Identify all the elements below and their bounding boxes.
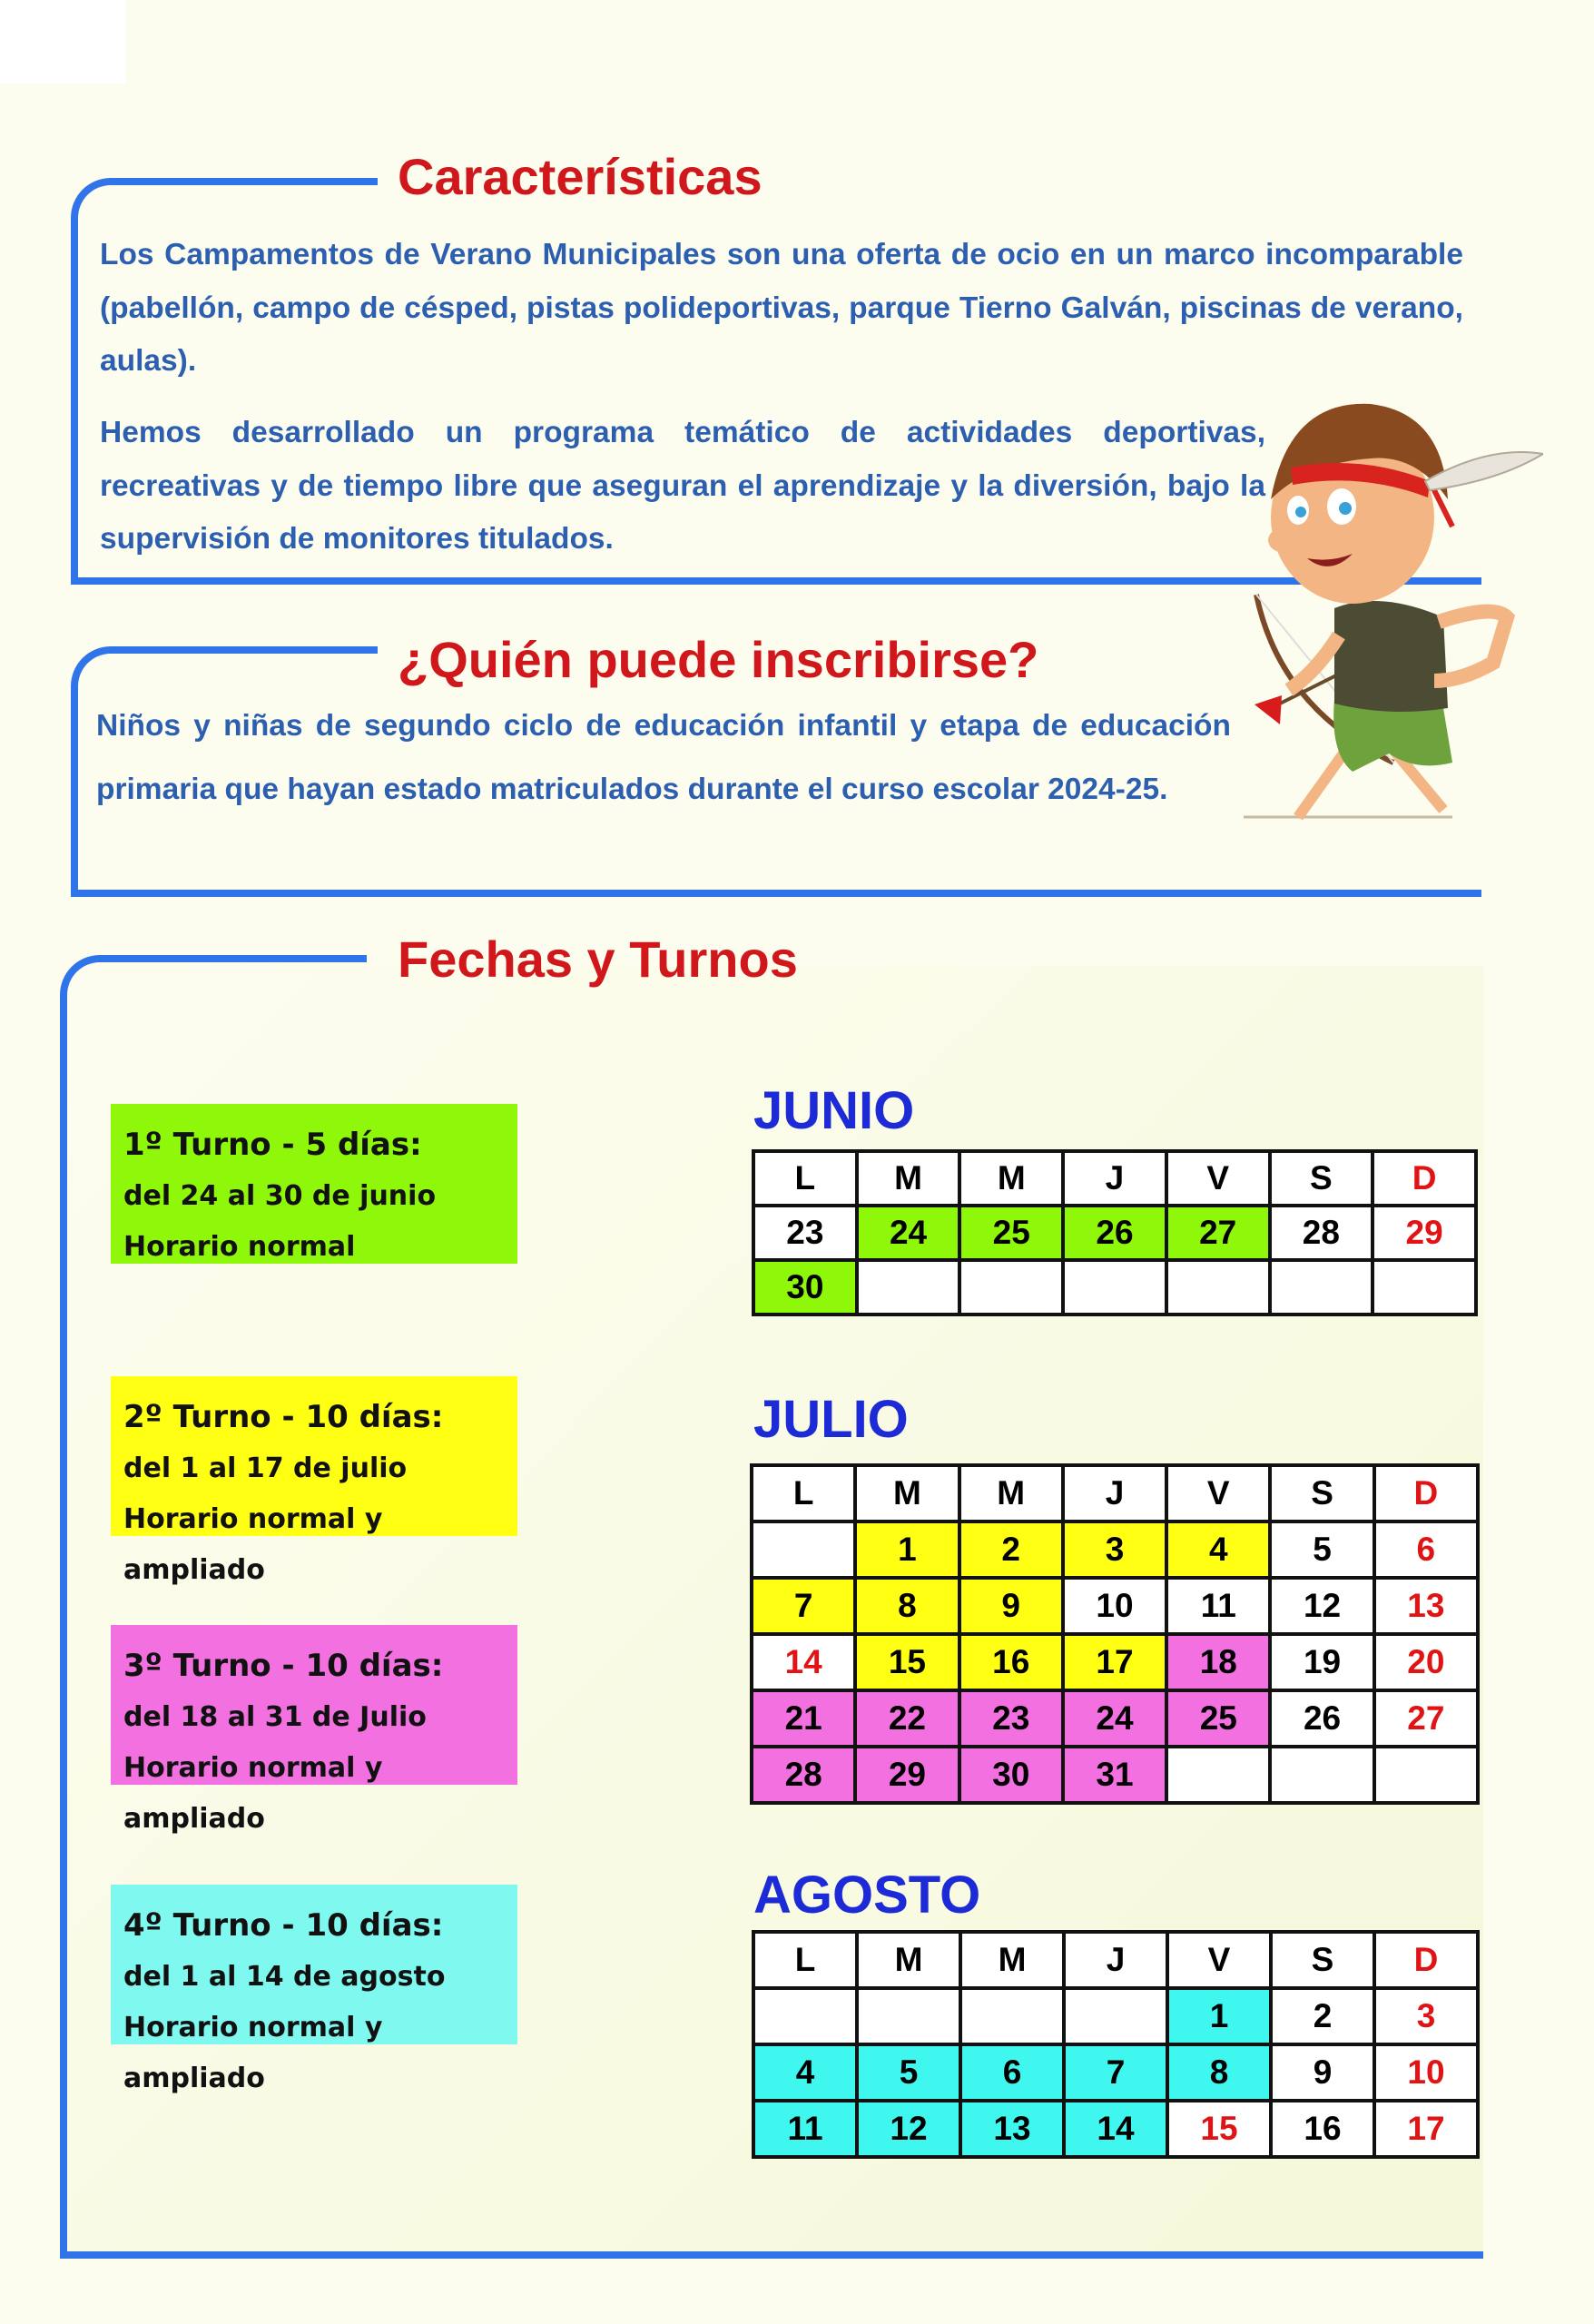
calendar-day-cell: 6 (1374, 1521, 1478, 1578)
calendar-agosto (752, 1930, 1480, 2159)
calendar-day-cell: 4 (753, 2044, 857, 2101)
turno-3-box (111, 1625, 517, 1835)
turno-1-box (111, 1104, 517, 1264)
calendar-day-cell: 25 (959, 1206, 1063, 1260)
calendar-empty-cell (1270, 1260, 1373, 1315)
calendar-day-cell: 27 (1374, 1690, 1478, 1747)
weekday-header-cell: V (1166, 1465, 1270, 1521)
calendar-day-cell: 17 (1063, 1634, 1166, 1690)
quien-title: ¿Quién puede inscribirse? (398, 631, 1039, 688)
calendar-day-cell: 16 (1271, 2101, 1374, 2157)
caracteristicas-paragraph-2: Hemos desarrollado un programa temático de actividades deportivas, recreativas y de tiempo libre que aseguran el aprendizaje y la diversión, bajo la supervisión de monitores titulados. (100, 416, 1265, 556)
calendar-day-cell: 12 (1270, 1578, 1373, 1634)
month-title-julio: JULIO (753, 1390, 909, 1449)
calendar-day-cell: 11 (753, 2101, 857, 2157)
turno-4-title: 4º Turno - 10 días: (123, 1907, 444, 1944)
calendar-week-row (752, 1634, 1478, 1690)
weekday-header-cell: D (1374, 1932, 1478, 1988)
calendar-day-cell: 7 (752, 1578, 855, 1634)
calendar-day-cell: 31 (1063, 1747, 1166, 1803)
weekday-header-cell: S (1271, 1932, 1374, 1988)
weekday-header-row (752, 1465, 1478, 1521)
calendar-day-cell: 26 (1270, 1690, 1373, 1747)
month-title-agosto: AGOSTO (753, 1866, 981, 1925)
calendar-day-cell: 6 (960, 2044, 1064, 2101)
calendar-day-cell: 19 (1270, 1634, 1373, 1690)
archer-boy-icon (1235, 390, 1543, 826)
calendar-empty-cell (752, 1521, 855, 1578)
calendar-day-cell: 23 (753, 1206, 857, 1260)
calendar-day-cell: 13 (960, 2101, 1064, 2157)
calendar-day-cell: 29 (1373, 1206, 1476, 1260)
turno-1-schedule: Horario normal (123, 1231, 356, 1263)
calendar-week-row (753, 2101, 1478, 2157)
calendar-day-cell: 8 (1167, 2044, 1271, 2101)
calendar-day-cell: 1 (1167, 1988, 1271, 2044)
calendar-week-row (753, 1260, 1476, 1315)
calendar-day-cell: 4 (1166, 1521, 1270, 1578)
calendar-day-cell: 27 (1166, 1206, 1270, 1260)
calendar-day-cell: 24 (857, 1206, 960, 1260)
calendar-empty-cell (1166, 1260, 1270, 1315)
calendar-empty-cell (1373, 1260, 1476, 1315)
calendar-julio (750, 1463, 1480, 1805)
calendar-day-cell: 13 (1374, 1578, 1478, 1634)
turno-3-dates: del 18 al 31 de Julio (123, 1701, 427, 1733)
turno-4-dates: del 1 al 14 de agosto (123, 1961, 446, 1993)
weekday-header-row (753, 1932, 1478, 1988)
calendar-day-cell: 17 (1374, 2101, 1478, 2157)
turno-2-schedule: Horario normal y ampliado (123, 1503, 383, 1586)
weekday-header-cell: M (960, 1932, 1064, 1988)
calendar-day-cell: 14 (1064, 2101, 1167, 2157)
calendar-empty-cell (1374, 1747, 1478, 1803)
calendar-day-cell: 10 (1063, 1578, 1166, 1634)
weekday-header-cell: M (959, 1465, 1063, 1521)
calendar-day-cell: 22 (855, 1690, 959, 1747)
calendar-day-cell: 9 (959, 1578, 1063, 1634)
weekday-header-cell: M (857, 1151, 960, 1206)
calendar-empty-cell (959, 1260, 1063, 1315)
weekday-header-cell: L (753, 1932, 857, 1988)
calendar-day-cell: 30 (959, 1747, 1063, 1803)
calendar-day-cell: 2 (1271, 1988, 1374, 2044)
calendar-day-cell: 5 (1270, 1521, 1373, 1578)
calendar-empty-cell (1166, 1747, 1270, 1803)
turno-3-schedule: Horario normal y ampliado (123, 1752, 383, 1835)
caracteristicas-title: Características (398, 148, 763, 205)
calendar-day-cell: 26 (1063, 1206, 1166, 1260)
calendar-day-cell: 15 (855, 1634, 959, 1690)
weekday-header-cell: M (857, 1932, 960, 1988)
calendar-day-cell: 21 (752, 1690, 855, 1747)
weekday-header-cell: J (1063, 1151, 1166, 1206)
weekday-header-cell: V (1167, 1932, 1271, 1988)
calendar-day-cell: 14 (752, 1634, 855, 1690)
weekday-header-cell: L (753, 1151, 857, 1206)
calendar-day-cell: 3 (1063, 1521, 1166, 1578)
calendar-week-row (752, 1747, 1478, 1803)
month-title-junio: JUNIO (753, 1081, 915, 1140)
calendar-day-cell: 9 (1271, 2044, 1374, 2101)
calendar-week-row (752, 1690, 1478, 1747)
weekday-header-cell: J (1063, 1465, 1166, 1521)
calendar-day-cell: 25 (1166, 1690, 1270, 1747)
weekday-header-cell: M (855, 1465, 959, 1521)
calendar-day-cell: 16 (959, 1634, 1063, 1690)
calendar-day-cell: 15 (1167, 2101, 1271, 2157)
calendar-empty-cell (857, 1988, 960, 2044)
calendar-empty-cell (1064, 1988, 1167, 2044)
calendar-junio (752, 1149, 1478, 1316)
quien-paragraph: Niños y niñas de segundo ciclo de educación infantil y etapa de educación primaria que hayan estado matriculados durante el curso escolar 2024-25. (96, 709, 1231, 806)
calendar-day-cell: 20 (1374, 1634, 1478, 1690)
weekday-header-cell: D (1373, 1151, 1476, 1206)
calendar-day-cell: 10 (1374, 2044, 1478, 2101)
calendar-day-cell: 18 (1166, 1634, 1270, 1690)
calendar-day-cell: 7 (1064, 2044, 1167, 2101)
calendar-empty-cell (1270, 1747, 1373, 1803)
calendar-week-row (753, 1988, 1478, 2044)
calendar-day-cell: 23 (959, 1690, 1063, 1747)
turno-1-title: 1º Turno - 5 días: (123, 1127, 422, 1163)
turno-2-box (111, 1376, 517, 1586)
calendar-week-row (753, 1206, 1476, 1260)
weekday-header-cell: S (1270, 1465, 1373, 1521)
calendar-day-cell: 3 (1374, 1988, 1478, 2044)
corner-blank (0, 0, 125, 84)
calendar-day-cell: 30 (753, 1260, 857, 1315)
turno-3-title: 3º Turno - 10 días: (123, 1648, 444, 1684)
calendar-day-cell: 24 (1063, 1690, 1166, 1747)
turno-4-box (111, 1885, 517, 2094)
weekday-header-cell: J (1064, 1932, 1167, 1988)
calendar-empty-cell (753, 1988, 857, 2044)
calendar-day-cell: 11 (1166, 1578, 1270, 1634)
weekday-header-cell: V (1166, 1151, 1270, 1206)
turno-2-dates: del 1 al 17 de julio (123, 1452, 408, 1484)
weekday-header-cell: S (1270, 1151, 1373, 1206)
calendar-day-cell: 29 (855, 1747, 959, 1803)
fechas-title: Fechas y Turnos (398, 931, 798, 988)
calendar-week-row (752, 1521, 1478, 1578)
calendar-day-cell: 28 (1270, 1206, 1373, 1260)
calendar-day-cell: 8 (855, 1578, 959, 1634)
calendar-day-cell: 1 (855, 1521, 959, 1578)
calendar-week-row (752, 1578, 1478, 1634)
turno-4-schedule: Horario normal y ampliado (123, 2012, 383, 2094)
caracteristicas-paragraph-1: Los Campamentos de Verano Municipales son una oferta de ocio en un marco incomparable (pabellón, campo de césped, pistas polideportivas, parque Tierno Galván, piscinas de verano, aulas). (100, 238, 1463, 378)
weekday-header-cell: L (752, 1465, 855, 1521)
turno-2-title: 2º Turno - 10 días: (123, 1399, 444, 1435)
calendar-empty-cell (857, 1260, 960, 1315)
calendar-empty-cell (960, 1988, 1064, 2044)
weekday-header-cell: D (1374, 1465, 1478, 1521)
calendar-empty-cell (1063, 1260, 1166, 1315)
calendar-day-cell: 28 (752, 1747, 855, 1803)
turno-1-dates: del 24 al 30 de junio (123, 1180, 437, 1212)
calendar-day-cell: 12 (857, 2101, 960, 2157)
calendar-week-row (753, 2044, 1478, 2101)
weekday-header-row (753, 1151, 1476, 1206)
calendar-day-cell: 5 (857, 2044, 960, 2101)
weekday-header-cell: M (959, 1151, 1063, 1206)
calendar-day-cell: 2 (959, 1521, 1063, 1578)
